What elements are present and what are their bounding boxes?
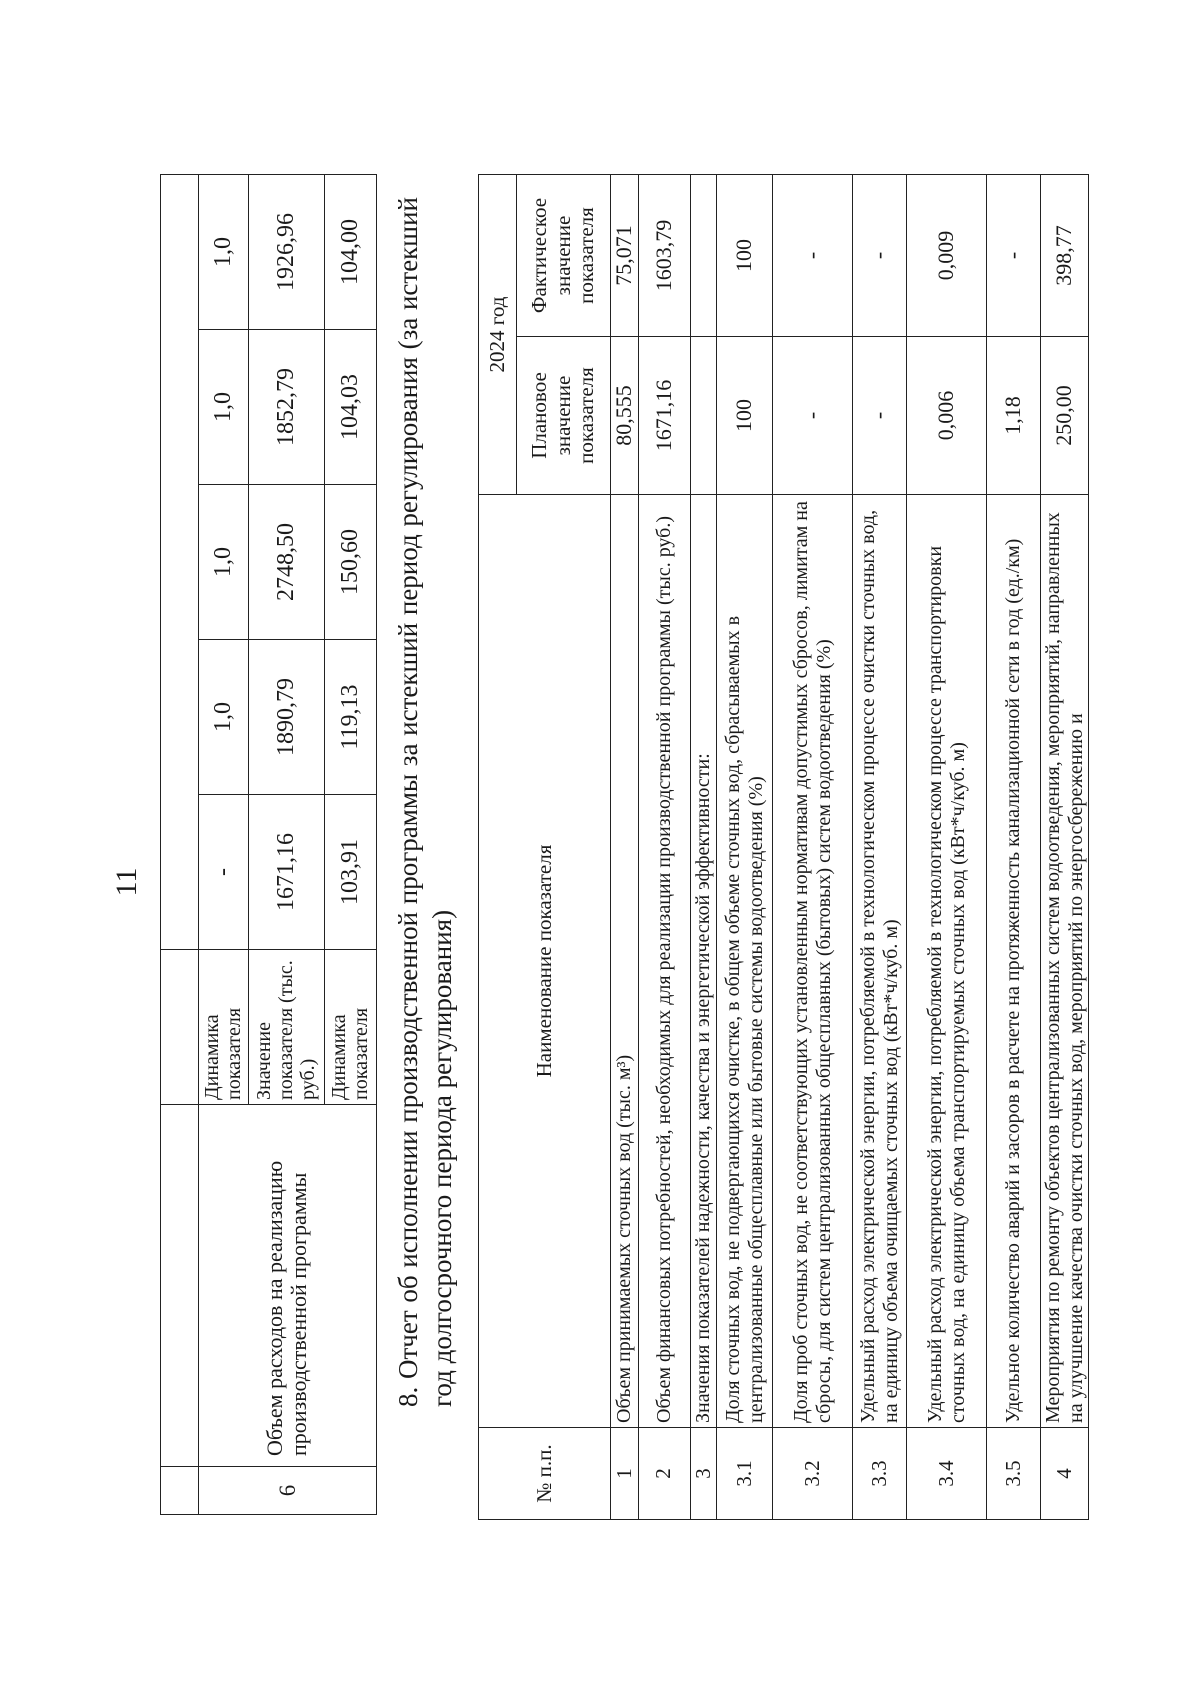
report-row-fact: - (853, 174, 907, 336)
report-row-fact: - (987, 174, 1041, 336)
table-row (987, 174, 1041, 1519)
report-row-plan: 250,00 (1041, 337, 1089, 495)
report-row-name: Удельный расход электрической энергии, потребляемой в технологическом процессе очистки сточных вод, на единицу объема очищаемых сточных вод (кВт*ч/куб. м) (853, 495, 907, 1428)
report-row-fact: 398,77 (1041, 174, 1089, 336)
report-row-plan (690, 337, 717, 495)
prev-table-value: 1852,79 (248, 330, 324, 485)
report-row-fact: 75,071 (611, 174, 639, 336)
report-row-number: 1 (611, 1428, 639, 1520)
report-row-number: 3 (690, 1428, 717, 1520)
report-row-name: Объем финансовых потребностей, необходимых для реализации производственной программы (тыс. руб.) (638, 495, 690, 1428)
prev-table-value: 1,0 (199, 485, 249, 640)
table-row (690, 174, 717, 1519)
prev-table-num-cell-top (161, 1467, 199, 1515)
report-row-plan: 1,18 (987, 337, 1041, 495)
prev-table-value: 1926,96 (248, 174, 324, 329)
prev-table-row-name: Объем расходов на реализацию производственной программы (199, 1105, 377, 1467)
report-row-number: 3.2 (773, 1428, 853, 1520)
prev-table-value: 150,60 (324, 485, 376, 640)
report-row-plan: - (773, 337, 853, 495)
report-row-name: Доля сточных вод, не подвергающихся очистке, в общем объеме сточных вод, сбрасываемых в централизованные общесплавные или бытовые системы водоотведения (%) (717, 495, 773, 1428)
prev-table-row-number: 6 (199, 1467, 377, 1515)
prev-table (160, 174, 377, 1515)
report-row-plan: 80,555 (611, 337, 639, 495)
report-row-plan: 1671,16 (638, 337, 690, 495)
table-row (773, 174, 853, 1519)
prev-table-value: 103,91 (324, 795, 376, 950)
report-row-fact (690, 174, 717, 336)
prev-table-value: 104,00 (324, 174, 376, 329)
table-row (853, 174, 907, 1519)
report-row-plan: 100 (717, 337, 773, 495)
prev-table-value: 104,03 (324, 330, 376, 485)
report-table-header-fact: Фактическое значение показателя (517, 174, 611, 336)
report-row-fact: 100 (717, 174, 773, 336)
report-row-fact: - (773, 174, 853, 336)
report-row-number: 4 (1041, 1428, 1089, 1520)
prev-table-label: Динамика показателя (324, 950, 376, 1105)
report-row-name: Удельный расход электрической энергии, потребляемой в технологическом процессе транспортировки сточных вод, на единицу объема транспортируемых сточных вод (кВт*ч/куб. м) (907, 495, 987, 1428)
prev-table-value: 2748,50 (248, 485, 324, 640)
report-row-name: Значения показателей надежности, качества и энергетической эффективности: (690, 495, 717, 1428)
report-row-name: Объем принимаемых сточных вод (тыс. м³) (611, 495, 639, 1428)
table-row (717, 174, 773, 1519)
prev-table-value: 1,0 (199, 640, 249, 795)
prev-table-label-cell-top (161, 950, 199, 1105)
table-row (611, 174, 639, 1519)
table-row (907, 174, 987, 1519)
report-row-fact: 1603,79 (638, 174, 690, 336)
page-number: 11 (110, 867, 143, 897)
prev-table-label: Значение показателя (тыс. руб.) (248, 950, 324, 1105)
prev-table-value: 1671,16 (248, 795, 324, 950)
prev-table-value: 1890,79 (248, 640, 324, 795)
report-row-name: Мероприятия по ремонту объектов централизованных систем водоотведения, мероприятий, направленных на улучшение качества очистки сточных вод, мероприятий по энергосбережению и (1041, 495, 1089, 1428)
section-8-heading: 8. Отчет об исполнении производственной программы за истекший период регулирования (за истекший год долгосрочного периода регулирования) (393, 197, 457, 1407)
report-table-header-num: № п.п. (479, 1428, 611, 1520)
report-row-plan: 0,006 (907, 337, 987, 495)
report-row-fact: 0,009 (907, 174, 987, 336)
prev-table-name-cell-top (161, 1105, 199, 1467)
report-row-number: 3.4 (907, 1428, 987, 1520)
prev-table-value: 1,0 (199, 174, 249, 329)
prev-table-value: - (199, 795, 249, 950)
report-table (478, 174, 1089, 1520)
prev-table-value: 1,0 (199, 330, 249, 485)
report-row-number: 3.1 (717, 1428, 773, 1520)
report-row-number: 2 (638, 1428, 690, 1520)
prev-table-values-cell-top (161, 174, 199, 949)
table-row (638, 174, 690, 1519)
report-row-plan: - (853, 337, 907, 495)
prev-table-label: Динамика показателя (199, 950, 249, 1105)
table-row (1041, 174, 1089, 1519)
report-row-name: Удельное количество аварий и засоров в расчете на протяженность канализационной сети в год (ед./км) (987, 495, 1041, 1428)
report-row-number: 3.3 (853, 1428, 907, 1520)
report-table-header-plan: Плановое значение показателя (517, 337, 611, 495)
report-row-number: 3.5 (987, 1428, 1041, 1520)
report-table-header-name: Наименование показателя (479, 495, 611, 1428)
report-row-name: Доля проб сточных вод, не соответствующих установленным нормативам допустимых сбросов, лимитам на сбросы, для систем централизованных общесплавных (бытовых) систем водоотведения (%) (773, 495, 853, 1428)
prev-table-value: 119,13 (324, 640, 376, 795)
report-table-header-year: 2024 год (479, 174, 517, 494)
